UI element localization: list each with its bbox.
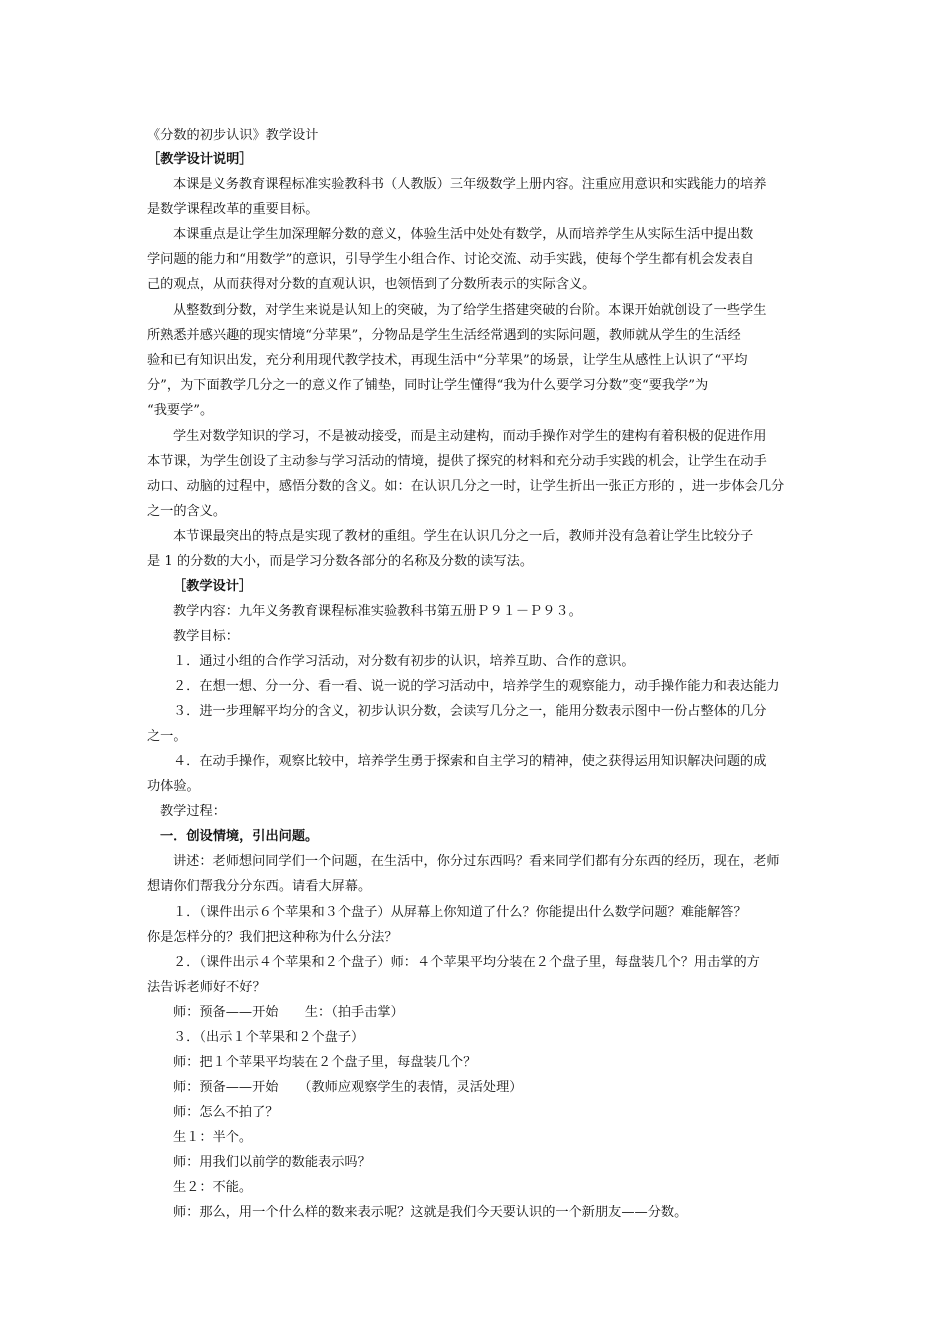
- paragraph-line: 己的观点，从而获得对分数的直观认识，也领悟到了分数所表示的实际含义。: [147, 277, 596, 292]
- goal-item: １．通过小组的合作学习活动，对分数有初步的认识，培养互助、合作的意识。: [173, 654, 635, 669]
- teaching-content: 教学内容：九年义务教育课程标准实验教科书第五册Ｐ９１－Ｐ９３。: [173, 604, 582, 619]
- dialogue-line: 生２：不能。: [173, 1180, 253, 1195]
- goal-item-continued: 之一。: [147, 729, 187, 744]
- paragraph-line: 分”，为下面教学几分之一的意义作了铺垫，同时让学生懂得“我为什么要学习分数”变“要我学”为: [147, 378, 709, 393]
- paragraph-line: 从整数到分数，对学生来说是认知上的突破，为了给学生搭建突破的台阶。本课开始就创设了一些学生: [173, 303, 767, 318]
- goal-item: ４．在动手操作，观察比较中，培养学生勇于探索和自主学习的精神，使之获得运用知识解决问题的成: [173, 754, 767, 769]
- paragraph-line: 学生对数学知识的学习，不是被动接受，而是主动建构，而动手操作对学生的建构有着积极的促进作用: [173, 429, 767, 444]
- list-item: ２．（课件出示４个苹果和２个盘子）师：４个苹果平均分装在２个盘子里，每盘装几个？用击掌的方: [173, 955, 760, 970]
- dialogue-line: 师：预备——开始 生：（拍手击掌）: [173, 1005, 404, 1020]
- goal-item: ３．进一步理解平均分的含义，初步认识分数，会读写几分之一，能用分数表示图中一份占整体的几分: [173, 704, 767, 719]
- paragraph-line: 本节课最突出的特点是实现了教材的重组。学生在认识几分之一后，教师并没有急着让学生比较分子: [173, 529, 754, 544]
- paragraph-line: 是 1 的分数的大小，而是学习分数各部分的名称及分数的读写法。: [147, 554, 534, 569]
- paragraph-line: 验和已有知识出发，充分利用现代教学技术，再现生活中“分苹果”的场景，让学生从感性上认识了“平均: [147, 353, 748, 368]
- section-heading-design: ［教学设计］: [173, 579, 253, 594]
- dialogue-line: 师：那么，用一个什么样的数来表示呢？这就是我们今天要认识的一个新朋友——分数。: [173, 1205, 688, 1220]
- dialogue-line: 师：怎么不拍了？: [173, 1105, 279, 1120]
- list-item: １．（课件出示６个苹果和３个盘子）从屏幕上你知道了什么？你能提出什么数学问题？难能解答？: [173, 905, 747, 920]
- paragraph-line: 是数学课程改革的重要目标。: [147, 202, 319, 217]
- dialogue-line: 师：预备——开始 （教师应观察学生的表情，灵活处理）: [173, 1080, 523, 1095]
- dialogue-line: 师：把１个苹果平均装在２个盘子里，每盘装几个？: [173, 1055, 477, 1070]
- goal-item: ２．在想一想、分一分、看一看、说一说的学习活动中，培养学生的观察能力，动手操作能力和表达能力: [173, 679, 780, 694]
- list-item: ３．（出示１个苹果和２个盘子）: [173, 1030, 365, 1045]
- paragraph-line: 本节课，为学生创设了主动参与学习活动的情境，提供了探究的材料和充分动手实践的机会，让学生在动手: [147, 454, 767, 469]
- dialogue-line: 师：用我们以前学的数能表示吗？: [173, 1155, 371, 1170]
- paragraph-line: 学问题的能力和“用数学”的意识，引导学生小组合作、讨论交流、动手实践，使每个学生都有机会发表自: [147, 252, 754, 267]
- paragraph-line: “我要学”。: [147, 403, 214, 418]
- section-heading-design-notes: ［教学设计说明］: [147, 152, 253, 167]
- paragraph-line: 之一的含义。: [147, 504, 227, 519]
- paragraph-line: 想请你们帮我分分东西。请看大屏幕。: [147, 879, 372, 894]
- list-item-continued: 你是怎样分的？我们把这种称为什么分法？: [147, 930, 398, 945]
- step-heading: 一．创设情境，引出问题。: [160, 829, 319, 844]
- document-title: 《分数的初步认识》教学设计: [147, 128, 319, 143]
- process-label: 教学过程：: [160, 804, 226, 819]
- list-item-continued: 法告诉老师好不好？: [147, 980, 266, 995]
- paragraph-line: 本课是义务教育课程标准实验教科书（人教版）三年级数学上册内容。注重应用意识和实践能力的培养: [173, 177, 767, 192]
- goals-label: 教学目标：: [173, 629, 239, 644]
- paragraph-line: 讲述：老师想问同学们一个问题，在生活中，你分过东西吗？看来同学们都有分东西的经历，现在，老师: [173, 854, 780, 869]
- dialogue-line: 生１：半个。: [173, 1130, 253, 1145]
- paragraph-line: 本课重点是让学生加深理解分数的意义，体验生活中处处有数学，从而培养学生从实际生活中提出数: [173, 227, 754, 242]
- paragraph-line: 动口、动脑的过程中，感悟分数的含义。如：在认识几分之一时，让学生折出一张正方形的 ，进一步体会几分: [147, 479, 785, 494]
- paragraph-line: 所熟悉并感兴趣的现实情境“分苹果”，分物品是学生生活经常遇到的实际问题，教师就从学生的生活经: [147, 328, 741, 343]
- goal-item-continued: 功体验。: [147, 779, 200, 794]
